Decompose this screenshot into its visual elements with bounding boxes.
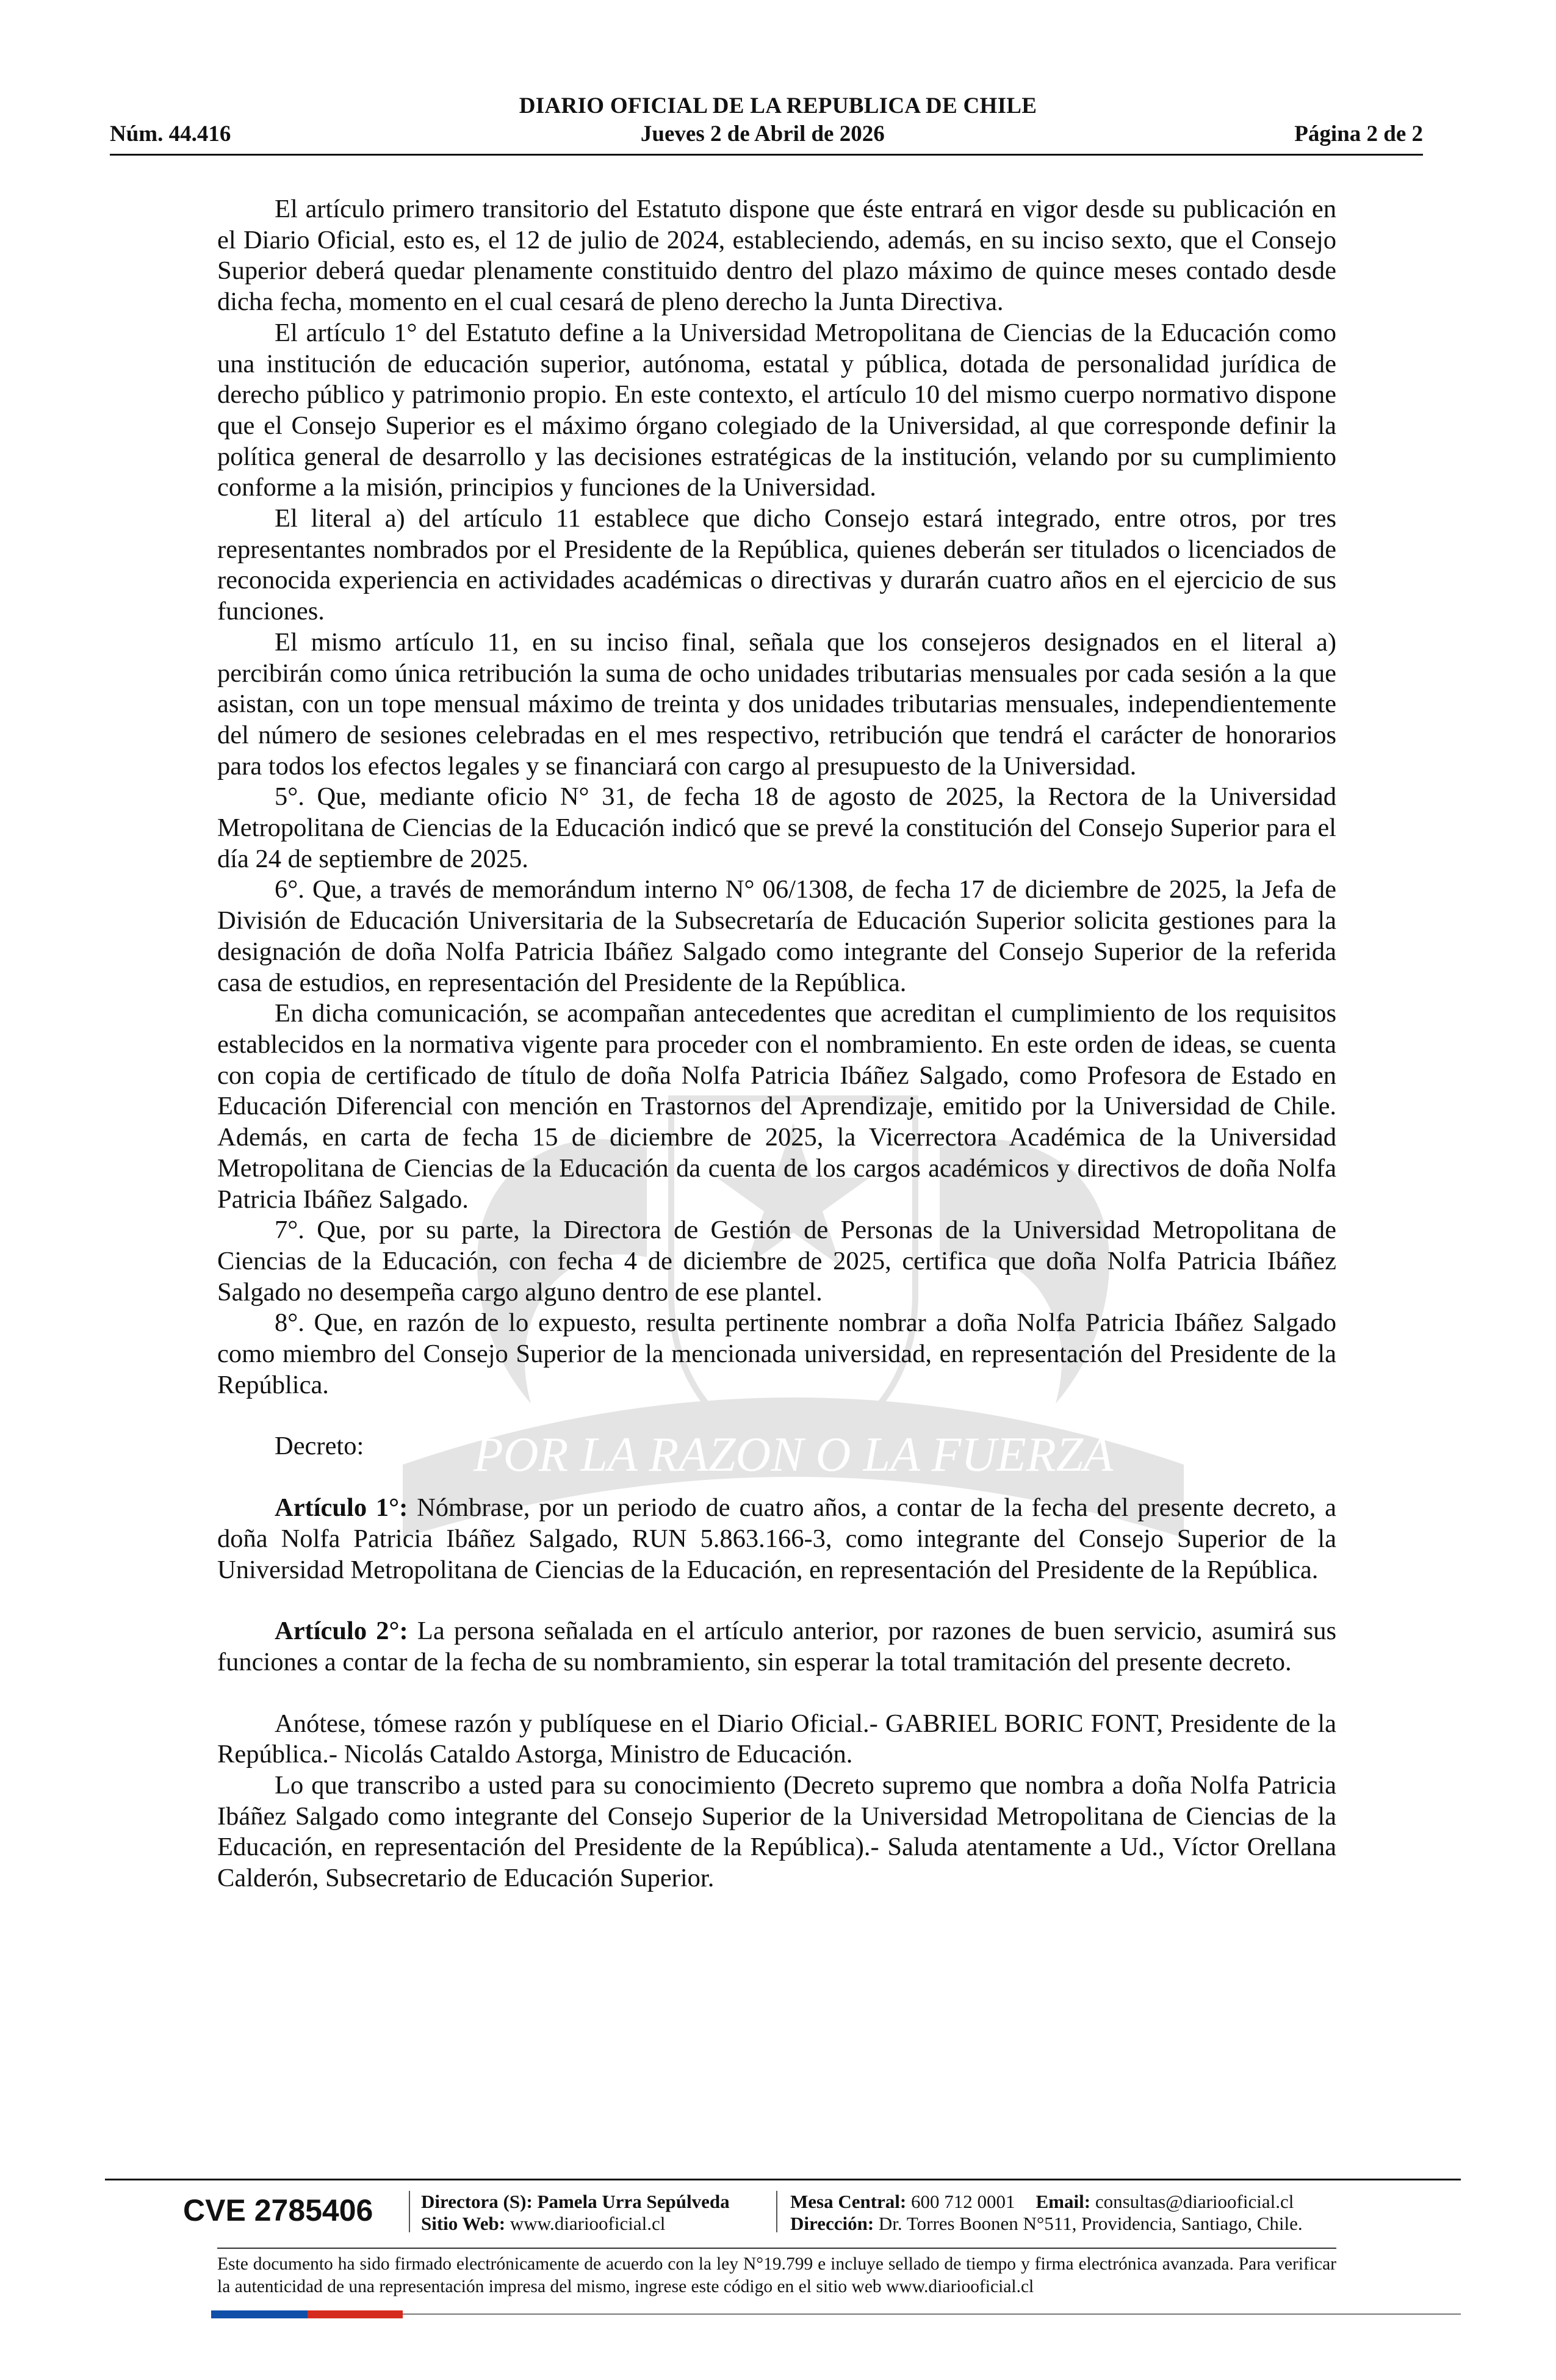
header-divider xyxy=(110,154,1423,156)
footer-separator xyxy=(409,2191,410,2232)
email-link[interactable]: consultas@diariooficial.cl xyxy=(1095,2191,1294,2212)
flag-stripe-blue xyxy=(211,2310,308,2318)
footer-separator xyxy=(776,2191,777,2232)
footer-divider xyxy=(105,2179,1461,2180)
decree-body xyxy=(217,194,1336,1894)
closing-paragraph: Anótese, tómese razón y publíquese en el Diario Oficial.- GABRIEL BORIC FONT, Presidente de la República.- Nicolás Cataldo Astorga, Ministro de Educación. xyxy=(217,1709,1336,1769)
article-2-text: La persona señalada en el artículo anterior, por razones de buen servicio, asumirá sus funciones a contar de la fecha de su nombramiento, sin esperar la total tramitación del presente decreto. xyxy=(217,1617,1336,1676)
issue-date: Jueves 2 de Abril de 2026 xyxy=(640,121,885,146)
article-2-label: Artículo 2°: xyxy=(275,1617,408,1646)
address-label: Dirección: xyxy=(790,2213,874,2234)
paragraph: 8°. Que, en razón de lo expuesto, resulta pertinente nombrar a doña Nolfa Patricia Ibáñez Salgado como miembro del Consejo Superior de la mencionada universidad, en representación del Presidente de la República. xyxy=(217,1308,1336,1399)
director-label: Directora (S): xyxy=(421,2191,533,2212)
paragraph: 7°. Que, por su parte, la Directora de Gestión de Personas de la Universidad Metropolitana de Ciencias de la Educación, con fecha 4 de diciembre de 2025, certifica que doña Nolfa Patricia Ibáñez Salgado no desempeña cargo alguno dentro de ese plantel. xyxy=(217,1216,1336,1307)
bottom-rule xyxy=(403,2313,1461,2315)
closing-paragraph: Lo que transcribo a usted para su conocimiento (Decreto supremo que nombra a doña Nolfa Patricia Ibáñez Salgado como integrante del Consejo Superior de la Universidad Metropolitana de Ciencias de la Educación, en representación del Presidente de la República).- Saluda atentamente a Ud., Víctor Orellana Calderón, Subsecretario de Educación Superior. xyxy=(217,1771,1336,1893)
cve-code: CVE 2785406 xyxy=(183,2193,373,2227)
header-row xyxy=(110,121,1423,147)
article-1-text: Nómbrase, por un periodo de cuatro años, a contar de la fecha del presente decreto, a doña Nolfa Patricia Ibáñez Salgado, RUN 5.863.166-3, como integrante del Consejo Superior de la Universidad Metropolitana de Ciencias de la Educación, en representación del Presidente de la República. xyxy=(217,1493,1336,1584)
director-name: Pamela Urra Sepúlveda xyxy=(537,2191,730,2212)
address-value: Dr. Torres Boonen N°511, Providencia, Santiago, Chile. xyxy=(878,2213,1303,2234)
paragraph: 6°. Que, a través de memorándum interno N° 06/1308, de fecha 17 de diciembre de 2025, la Jefa de División de Educación Universitaria de la Subsecretaría de Educación Superior solicita gestiones para la designación de doña Nolfa Patricia Ibáñez Salgado como integrante del Consejo Superior de la referida casa de estudios, en representación del Presidente de la República. xyxy=(217,875,1336,997)
paragraph: El artículo primero transitorio del Estatuto dispone que éste entrará en vigor desde su publicación en el Diario Oficial, esto es, el 12 de julio de 2024, estableciendo, además, en su inciso sexto, que el Consejo Superior deberá quedar plenamente constituido dentro del plazo máximo de quince meses contado desde dicha fecha, momento en el cual cesará de pleno derecho la Junta Directiva. xyxy=(217,195,1336,317)
website-link[interactable]: www.diariooficial.cl xyxy=(510,2213,666,2234)
decree-heading: Decreto: xyxy=(275,1432,364,1461)
footer-director-block xyxy=(421,2191,730,2235)
electronic-signature-note: Este documento ha sido firmado electrónicamente de acuerdo con la ley N°19.799 e incluye sellado de tiempo y firma electrónica avanzada. Para verificar la autenticidad de una representación impresa del mismo, ingrese este código en el sitio web www.diariooficial.cl xyxy=(217,2254,1336,2296)
paragraph: El literal a) del artículo 11 establece que dicho Consejo estará integrado, entre otros, por tres representantes nombrados por el Presidente de la República, quienes deberán ser titulados o licenciados de reconocida experiencia en actividades académicas o directivas y durarán cuatro años en el ejercicio de sus funciones. xyxy=(217,504,1336,626)
issue-number: Núm. 44.416 xyxy=(110,121,231,146)
page-indicator: Página 2 de 2 xyxy=(1294,121,1423,146)
paragraph: 5°. Que, mediante oficio N° 31, de fecha 18 de agosto de 2025, la Rectora de la Universidad Metropolitana de Ciencias de la Educación indicó que se prevé la constitución del Consejo Superior para el día 24 de septiembre de 2025. xyxy=(217,782,1336,873)
phone-label: Mesa Central: xyxy=(790,2191,907,2212)
paragraph: El artículo 1° del Estatuto define a la Universidad Metropolitana de Ciencias de la Educación como una institución de educación superior, autónoma, estatal y pública, dotada de personalidad jurídica de derecho público y patrimonio propio. En este contexto, el artículo 10 del mismo cuerpo normativo dispone que el Consejo Superior es el máximo órgano colegiado de la Universidad, al que corresponde definir la política general de desarrollo y las decisiones estratégicas de la institución, velando por su cumplimiento conforme a la misión, principios y funciones de la Universidad. xyxy=(217,318,1336,502)
article-1 xyxy=(217,1493,1336,1585)
phone-number: 600 712 0001 xyxy=(911,2191,1015,2212)
paragraph: El mismo artículo 11, en su inciso final, señala que los consejeros designados en el literal a) percibirán como única retribución la suma de ocho unidades tributarias mensuales por cada sesión a la que asistan, con un tope mensual máximo de treinta y dos unidades tributarias mensuales, independientemente del número de sesiones celebradas en el mes respectivo, retribución que tendrá el carácter de honorarios para todos los efectos legales y se financiará con cargo al presupuesto de la Universidad. xyxy=(217,627,1336,781)
website-label: Sitio Web: xyxy=(421,2213,506,2234)
article-1-label: Artículo 1°: xyxy=(275,1493,408,1523)
watermark-motto: POR LA RAZON O LA FUERZA xyxy=(473,1428,1114,1482)
newspaper-title: DIARIO OFICIAL DE LA REPUBLICA DE CHILE xyxy=(519,93,1037,118)
flag-stripe-red xyxy=(308,2310,403,2318)
article-2 xyxy=(217,1616,1336,1678)
footer-note-divider xyxy=(217,2248,1336,2249)
paragraph: En dicha comunicación, se acompañan antecedentes que acreditan el cumplimiento de los requisitos establecidos en la normativa vigente para proceder con el nombramiento. En este orden de ideas, se cuenta con copia de certificado de título de doña Nolfa Patricia Ibáñez Salgado, como Profesora de Estado en Educación Diferencial con mención en Trastornos del Aprendizaje, emitido por la Universidad de Chile. Además, en carta de fecha 15 de diciembre de 2025, la Vicerrectora Académica de la Universidad Metropolitana de Ciencias de la Educación da cuenta de los cargos académicos y directivos de doña Nolfa Patricia Ibáñez Salgado. xyxy=(217,999,1336,1214)
email-label: Email: xyxy=(1036,2191,1091,2212)
footer-contact-block xyxy=(790,2191,1303,2235)
